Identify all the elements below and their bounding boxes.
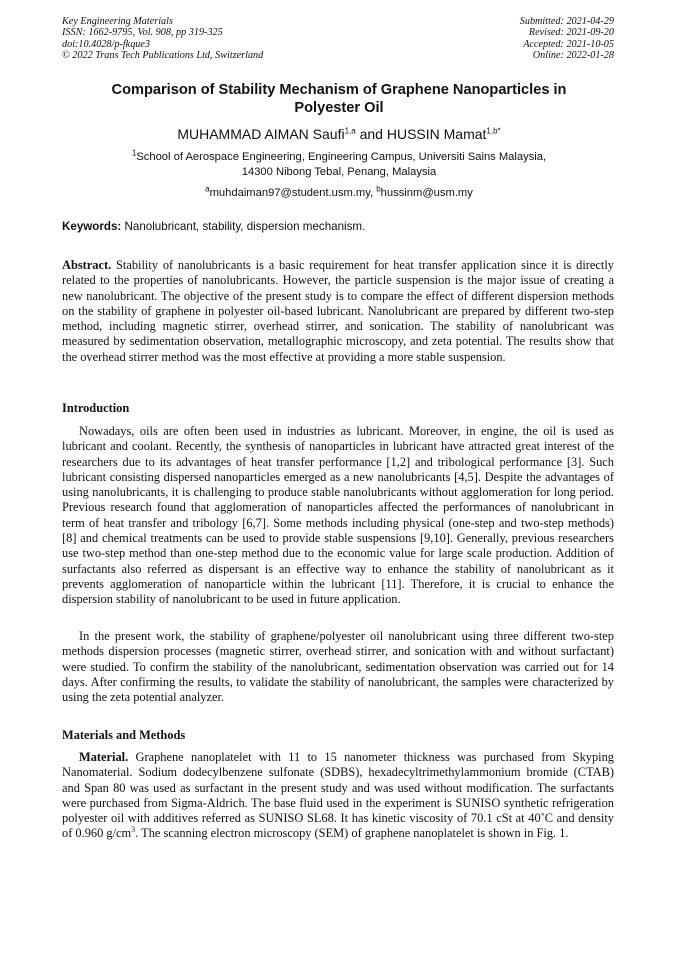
email-a-sup: a — [205, 184, 210, 194]
email-b: hussinm@usm.my — [380, 187, 473, 199]
accepted-date: Accepted: 2021-10-05 — [523, 38, 614, 50]
author-1: MUHAMMAD AIMAN Saufi — [177, 126, 345, 142]
author-conjunction: and — [355, 126, 387, 142]
author-2: HUSSIN Mamat — [386, 126, 487, 142]
email-a: muhdaiman97@student.usm.my, — [209, 187, 377, 199]
introduction-paragraph-1: Nowadays, oils are often been used in industries as lubricant. Moreover, in engine, the oil is used as lubricant and coolant. Recently, the synthesis of nanoparticles in lubricant have attracted great interest of the researchers due to its advantages of heat transfer performance [1,2] and tribological performance [3]. Such lubricant consisting dispersed nanoparticles emerged as a new nanolubricants [4,5]. Despite the advantages of using nanolubricants, it is challenging to produce stable nanolubricants without agglomeration for long period. Previous research found that agglomeration of nanoparticles affected the performances of nanolubricant in term of heat transfer and tribology [6,7]. Some methods including physical (one-step and two-step methods) [8] and chemical treatments can be used to provide stable suspensions [9,10]. Generally, previous researchers use two-step method than one-step method due to the economic value for large scale production. Addition of surfactants also referred as dispersant is an effective way to enhance the stability of nanolubricant as it prevents agglomeration of nanoparticle within the lubricant [11]. Therefore, it is crucial to enhance the dispersion stability of nanolubricant to be used in future application. — [62, 424, 614, 607]
affiliation-line-2: 14300 Nibong Tebal, Penang, Malaysia — [241, 165, 437, 178]
author-1-sup: 1,a — [344, 126, 356, 136]
material-text-end: . The scanning electron microscopy (SEM) of graphene nanoplatelet is shown in Fig. 1. — [135, 826, 569, 841]
affiliation-sup: 1 — [131, 148, 137, 158]
affiliation — [62, 150, 616, 179]
keywords-label: Keywords: — [62, 220, 122, 233]
material-label: Material. — [79, 750, 129, 764]
journal-info — [62, 16, 263, 62]
online-date: Online: 2022-01-28 — [532, 50, 614, 62]
copyright: © 2022 Trans Tech Publications Ltd, Switzerland — [62, 50, 264, 62]
dates-info — [520, 16, 614, 62]
abstract — [62, 258, 614, 365]
title-line-1: Comparison of Stability Mechanism of Graphene Nanoparticles in — [111, 82, 567, 98]
affiliation-line-1: School of Aerospace Engineering, Engineering Campus, Universiti Sains Malaysia, — [136, 151, 547, 163]
introduction-paragraph-2: In the present work, the stability of graphene/polyester oil nanolubricant using three different two-step methods dispersion processes (magnetic stirrer, overhead stirrer, and sonication with and without surfactant) were studied. To confirm the stability of the nanolubricant, sedimentation observation was carried out for 14 days. After confirming the results, to validate the stability of nanolubricant, the samples were characterized by using the zeta potential analyzer. — [62, 629, 614, 705]
materials-paragraph — [62, 750, 614, 842]
paper-title — [62, 81, 616, 117]
material-sup: 3 — [131, 825, 136, 835]
emails — [62, 186, 616, 200]
doi: doi:10.4028/p-fkque3 — [62, 38, 150, 50]
title-line-2: Polyester Oil — [294, 100, 384, 116]
abstract-label: Abstract. — [62, 258, 112, 272]
keywords — [62, 220, 616, 234]
submitted-date: Submitted: 2021-04-29 — [519, 16, 614, 27]
materials-methods-heading: Materials and Methods — [62, 728, 186, 742]
author-list — [62, 125, 616, 143]
journal-name: Key Engineering Materials — [62, 16, 173, 27]
issn: ISSN: 1662-9795, Vol. 908, pp 319-325 — [62, 27, 223, 39]
material-text: Graphene nanoplatelet with 11 to 15 nanometer thickness was purchased from Skyping Nanomaterial. Sodium dodecylbenzene sulfonate (SDBS), hexadecyltrimethylammonium bromide (CTAB) and Span 80 was used as surfactant in the present study and was used without modification. The surfactants were purchased from Sigma-Aldrich. The base fluid used in the experiment is SUNISO synthetic refrigeration polyester oil with additives referred as SUNISO SL68. It has kinetic viscosity of 70.1 cSt at 40˚C and density of 0.960 g/cm — [62, 750, 614, 841]
revised-date: Revised: 2021-09-20 — [528, 27, 614, 39]
keywords-text: Nanolubricant, stability, dispersion mechanism. — [121, 220, 366, 233]
author-2-sup: 1,b* — [486, 126, 501, 136]
abstract-text: Stability of nanolubricants is a basic requirement for heat transfer application since it is directly related to the properties of nanolubricants. However, the particle suspension is the major issue of creating a new nanolubricant. The objective of the present study is to compare the effect of different dispersion methods on the stability of graphene in polyester oil-based lubricant. Nanolubricant are prepared by different two-step method, including magnetic stirrer, overhead stirrer, and sonication. The stability of nanolubricant was measured by sedimentation observation, metallographic microscopy, and zeta potential. The results show that the overhead stirrer method was the most effective at providing a more stable suspension. — [62, 258, 614, 364]
email-b-sup: b — [376, 184, 381, 194]
introduction-heading: Introduction — [62, 401, 130, 415]
